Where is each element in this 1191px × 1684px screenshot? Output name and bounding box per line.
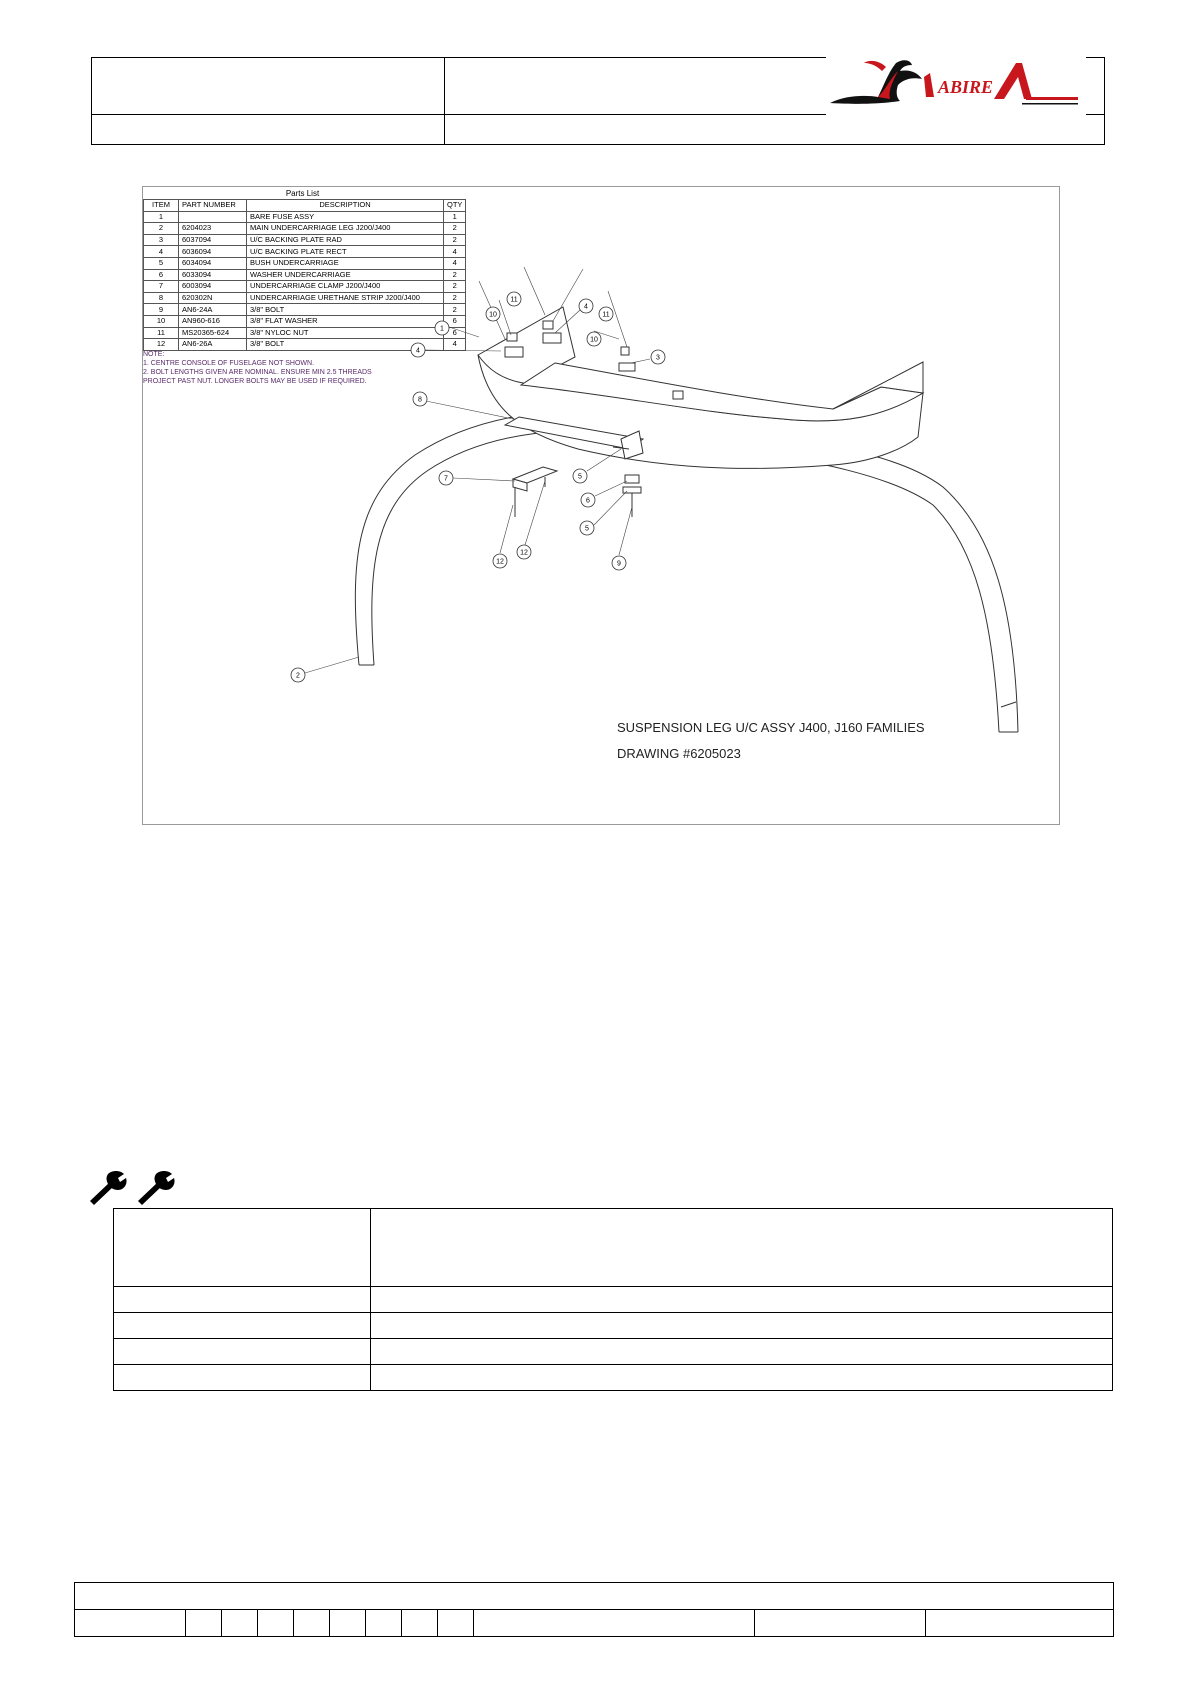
item-cell: 7 xyxy=(144,281,179,293)
footer-cell xyxy=(330,1610,366,1637)
svg-text:2: 2 xyxy=(296,672,300,680)
part-number-cell: 6036094 xyxy=(179,246,247,258)
tools-cell xyxy=(371,1365,1113,1391)
svg-text:4: 4 xyxy=(416,347,420,355)
footer-cell xyxy=(755,1610,926,1637)
description-cell: 3/8" BOLT xyxy=(247,304,444,316)
footer-cell xyxy=(186,1610,222,1637)
header-cell-rev xyxy=(445,114,1105,144)
fuselage-floor xyxy=(478,307,923,468)
svg-text:11: 11 xyxy=(602,311,610,319)
document-footer xyxy=(74,1582,1114,1637)
part-number-cell: 6037094 xyxy=(179,234,247,246)
footer-cell xyxy=(366,1610,402,1637)
drawing-number: DRAWING #6205023 xyxy=(617,746,741,761)
qty-cell: 2 xyxy=(444,223,466,235)
tools-cell xyxy=(371,1339,1113,1365)
parts-note-3: PROJECT PAST NUT. LONGER BOLTS MAY BE USED IF REQUIRED. xyxy=(143,378,367,385)
tools-cell xyxy=(114,1287,371,1313)
qty-cell: 6 xyxy=(444,315,466,327)
tools-cell xyxy=(114,1339,371,1365)
description-cell: 3/8" FLAT WASHER xyxy=(247,315,444,327)
svg-text:11: 11 xyxy=(510,296,518,304)
col-item: ITEM xyxy=(144,200,179,212)
part-number-cell: 620302N xyxy=(179,292,247,304)
callout-12 xyxy=(493,554,507,568)
callout-2 xyxy=(291,668,305,682)
svg-text:3: 3 xyxy=(656,354,660,362)
description-cell: 3/8" BOLT xyxy=(247,339,444,351)
part-number-cell: AN6-24A xyxy=(179,304,247,316)
description-cell: BARE FUSE ASSY xyxy=(247,211,444,223)
item-cell: 10 xyxy=(144,315,179,327)
footer-cell xyxy=(222,1610,258,1637)
part-number-cell: 6034094 xyxy=(179,257,247,269)
svg-text:7: 7 xyxy=(444,475,448,483)
qty-cell: 4 xyxy=(444,339,466,351)
tools-cell xyxy=(371,1209,1113,1287)
callout-1 xyxy=(435,321,449,335)
item-cell: 6 xyxy=(144,269,179,281)
sabre-logo xyxy=(826,55,1086,115)
svg-text:12: 12 xyxy=(520,549,528,557)
footer-cell xyxy=(75,1583,1114,1610)
svg-text:5: 5 xyxy=(585,525,589,533)
callout-4 xyxy=(411,343,425,357)
svg-text:8: 8 xyxy=(418,396,422,404)
col-part-number: PART NUMBER xyxy=(179,200,247,212)
col-description: DESCRIPTION xyxy=(247,200,444,212)
callout-10 xyxy=(486,307,500,321)
item-cell: 8 xyxy=(144,292,179,304)
sabre-bird-logo-icon xyxy=(826,55,1086,115)
description-cell: UNDERCARRIAGE URETHANE STRIP J200/J400 xyxy=(247,292,444,304)
callout-11 xyxy=(599,307,613,321)
svg-text:1: 1 xyxy=(440,325,444,333)
item-cell: 12 xyxy=(144,339,179,351)
qty-cell: 2 xyxy=(444,292,466,304)
item-cell: 5 xyxy=(144,257,179,269)
callout-8 xyxy=(413,392,427,406)
part-number-cell: MS20365-624 xyxy=(179,327,247,339)
part-number-cell: AN6-26A xyxy=(179,339,247,351)
tools-cell xyxy=(371,1287,1113,1313)
part-number-cell: 6204023 xyxy=(179,223,247,235)
parts-list-title: Parts List xyxy=(285,189,320,198)
footer-cell xyxy=(258,1610,294,1637)
qty-cell: 6 xyxy=(444,327,466,339)
header-cell-ref xyxy=(92,114,445,144)
tools-cell xyxy=(371,1313,1113,1339)
description-cell: 3/8" NYLOC NUT xyxy=(247,327,444,339)
tools-table xyxy=(113,1208,1113,1391)
callout-9 xyxy=(612,556,626,570)
footer-cell xyxy=(294,1610,330,1637)
callout-3 xyxy=(651,350,665,364)
qty-cell: 4 xyxy=(444,257,466,269)
description-cell: U/C BACKING PLATE RECT xyxy=(247,246,444,258)
svg-text:10: 10 xyxy=(590,336,598,344)
callout-4 xyxy=(579,299,593,313)
callout-11 xyxy=(507,292,521,306)
item-cell: 4 xyxy=(144,246,179,258)
footer-cell xyxy=(75,1610,186,1637)
parts-note-2: 2. BOLT LENGTHS GIVEN ARE NOMINAL. ENSURE MIN 2.5 THREADS xyxy=(143,369,372,376)
qty-cell: 1 xyxy=(444,211,466,223)
svg-text:9: 9 xyxy=(617,560,621,568)
header-cell-title xyxy=(92,58,445,115)
item-cell: 1 xyxy=(144,211,179,223)
svg-text:5: 5 xyxy=(578,473,582,481)
svg-text:12: 12 xyxy=(496,558,504,566)
qty-cell: 2 xyxy=(444,304,466,316)
svg-text:6: 6 xyxy=(586,497,590,505)
tools-cell xyxy=(114,1313,371,1339)
parts-note-heading: NOTE: xyxy=(143,351,165,358)
description-cell: WASHER UNDERCARRIAGE xyxy=(247,269,444,281)
svg-text:10: 10 xyxy=(489,311,497,319)
description-cell: MAIN UNDERCARRIAGE LEG J200/J400 xyxy=(247,223,444,235)
part-number-cell: AN960-616 xyxy=(179,315,247,327)
callout-7 xyxy=(439,471,453,485)
drawing-title: SUSPENSION LEG U/C ASSY J400, J160 FAMILIES xyxy=(617,720,925,735)
description-cell: U/C BACKING PLATE RAD xyxy=(247,234,444,246)
callout-6 xyxy=(581,493,595,507)
footer-cell xyxy=(926,1610,1114,1637)
svg-text:ABIRE: ABIRE xyxy=(938,77,994,97)
footer-cell xyxy=(438,1610,474,1637)
tools-cell xyxy=(114,1209,371,1287)
qty-cell: 2 xyxy=(444,234,466,246)
item-cell: 3 xyxy=(144,234,179,246)
part-number-cell: 6033094 xyxy=(179,269,247,281)
leader-lines xyxy=(305,267,650,673)
footer-cell xyxy=(474,1610,755,1637)
callout-10 xyxy=(587,332,601,346)
qty-cell: 2 xyxy=(444,281,466,293)
description-cell: BUSH UNDERCARRIAGE xyxy=(247,257,444,269)
tools-cell xyxy=(114,1365,371,1391)
part-number-cell: 6003094 xyxy=(179,281,247,293)
callout-12 xyxy=(517,545,531,559)
svg-text:4: 4 xyxy=(584,303,588,311)
parts-note-1: 1. CENTRE CONSOLE OF FUSELAGE NOT SHOWN. xyxy=(143,360,315,367)
col-qty: QTY xyxy=(444,200,466,212)
footer-cell xyxy=(402,1610,438,1637)
item-cell: 2 xyxy=(144,223,179,235)
assembly-drawing xyxy=(142,186,1060,825)
callout-5 xyxy=(580,521,594,535)
callout-5 xyxy=(573,469,587,483)
wrench-icon xyxy=(86,1168,186,1206)
item-cell: 9 xyxy=(144,304,179,316)
description-cell: UNDERCARRIAGE CLAMP J200/J400 xyxy=(247,281,444,293)
item-cell: 11 xyxy=(144,327,179,339)
qty-cell: 2 xyxy=(444,269,466,281)
qty-cell: 4 xyxy=(444,246,466,258)
